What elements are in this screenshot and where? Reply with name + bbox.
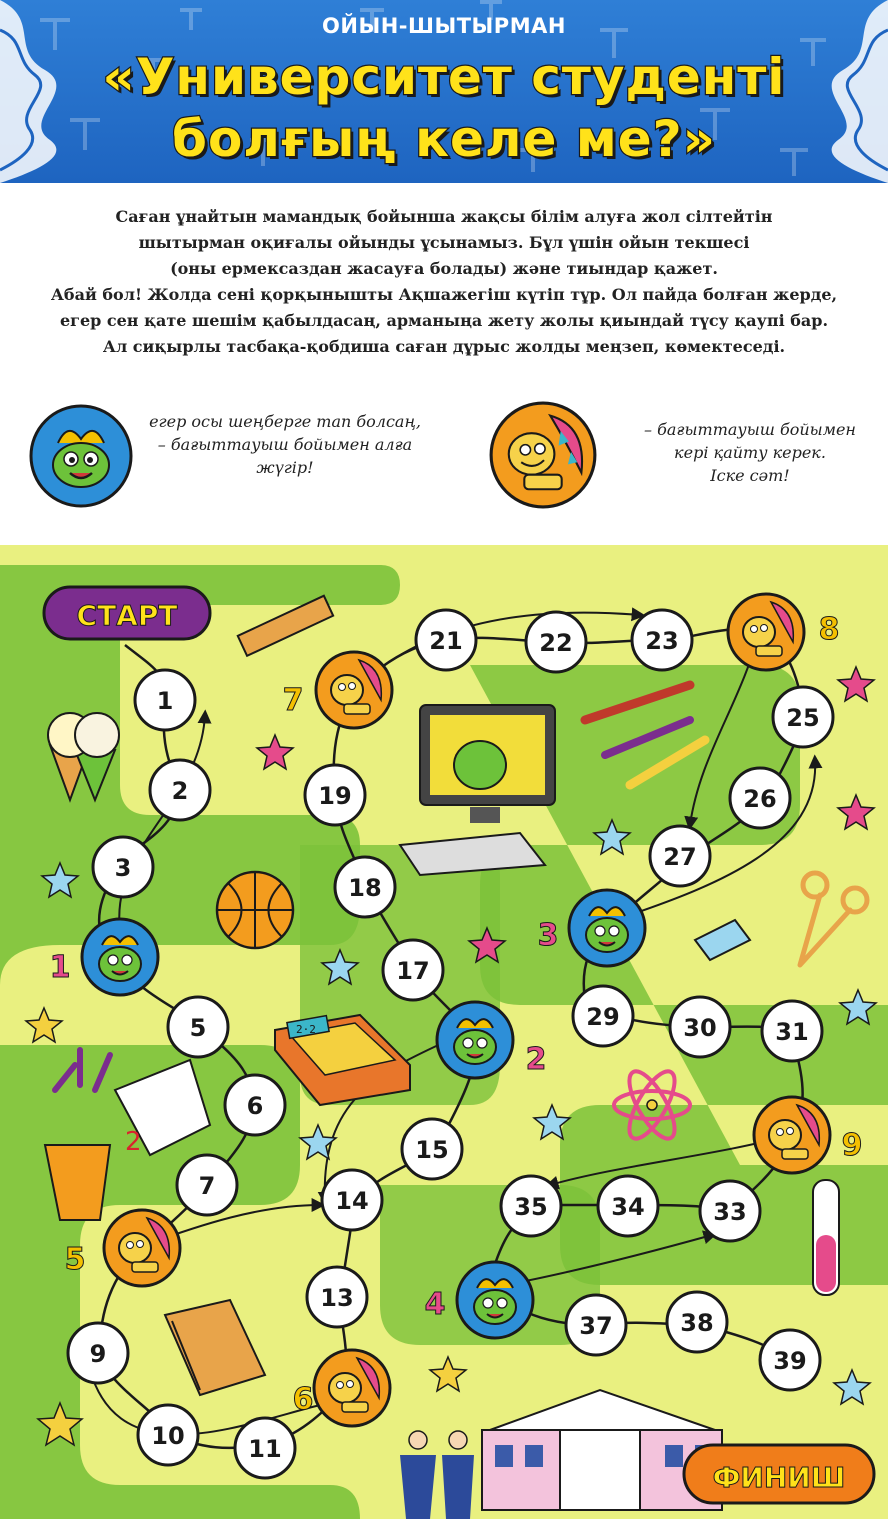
board-cell[interactable] — [650, 826, 710, 886]
cell-number: 27 — [663, 843, 697, 871]
board-cell[interactable] — [566, 1295, 626, 1355]
board-cell[interactable] — [335, 857, 395, 917]
intro-line: егер сен қате шешім қабылдасаң, арманыңа жету жолы қиындай түсу қаупі бар. — [59, 311, 829, 330]
test-tube-icon — [813, 1180, 839, 1295]
legend-line: – бағыттауыш бойымен — [644, 420, 856, 439]
board-cell[interactable] — [700, 1181, 760, 1241]
cell-number: 26 — [743, 785, 777, 813]
board-cell[interactable] — [632, 610, 692, 670]
cell-number: 35 — [514, 1193, 548, 1221]
cell-number: 2 — [171, 777, 189, 805]
green-monster-icon[interactable] — [437, 1002, 513, 1078]
board-cell[interactable] — [670, 997, 730, 1057]
legend-forward-text — [140, 410, 430, 479]
board-cell[interactable] — [322, 1170, 382, 1230]
board-cell[interactable] — [138, 1405, 198, 1465]
board-cell[interactable] — [383, 940, 443, 1000]
green-monster-icon[interactable] — [569, 890, 645, 966]
start-badge[interactable] — [44, 587, 210, 639]
turtle-number-label: 8 — [818, 612, 840, 647]
cell-number: 11 — [248, 1435, 282, 1463]
cell-number: 37 — [579, 1312, 613, 1340]
board-svg — [0, 545, 888, 1519]
legend-line: егер осы шеңберге тап болсаң, — [149, 412, 421, 431]
header-kicker: ОЙЫН-ШЫТЫРМАН — [322, 14, 566, 38]
cell-number: 18 — [348, 874, 382, 902]
board-cell[interactable] — [135, 670, 195, 730]
board-cell[interactable] — [402, 1119, 462, 1179]
cell-number: 33 — [713, 1198, 747, 1226]
turtle-number-label: 6 — [292, 1382, 314, 1417]
cell-number: 23 — [645, 627, 679, 655]
cell-number: 15 — [415, 1136, 449, 1164]
cell-number: 31 — [775, 1018, 809, 1046]
cell-number: 29 — [586, 1003, 620, 1031]
legend-line: – бағыттауыш бойымен алға — [157, 435, 413, 454]
board-cell[interactable] — [225, 1075, 285, 1135]
header-banner — [0, 0, 888, 183]
cell-number: 25 — [786, 704, 820, 732]
intro-line: (оны ермексаздан жасауға болады) және тиындар қажет. — [170, 259, 718, 278]
cell-number: 1 — [156, 687, 174, 715]
cell-number: 7 — [198, 1172, 216, 1200]
turtle-number-label: 7 — [282, 683, 304, 718]
intro-line: Абай бол! Жолда сені қорқынышты Ақшажегіш күтіп тұр. Ол пайда болған жерде, — [50, 285, 838, 304]
start-label: СТАРТ — [76, 599, 178, 632]
monster-number-label: 1 — [49, 950, 71, 985]
calculator-display: 2·2 — [296, 1023, 316, 1036]
computer-icon — [400, 705, 555, 875]
green-monster-icon — [28, 403, 134, 509]
turtle-box-icon[interactable] — [754, 1097, 830, 1173]
cell-number: 17 — [396, 957, 430, 985]
board-cell[interactable] — [416, 610, 476, 670]
board-cell[interactable] — [307, 1267, 367, 1327]
cell-number: 10 — [151, 1422, 185, 1450]
turtle-box-icon[interactable] — [728, 594, 804, 670]
cell-number: 19 — [318, 782, 352, 810]
board-cell[interactable] — [68, 1323, 128, 1383]
cell-number: 34 — [611, 1193, 645, 1221]
turtle-box-icon[interactable] — [314, 1350, 390, 1426]
monster-number-label: 4 — [424, 1287, 446, 1322]
cell-number: 22 — [539, 629, 573, 657]
cell-number: 5 — [189, 1014, 207, 1042]
cell-number: 14 — [335, 1187, 369, 1215]
notebook-mark: 2 — [125, 1127, 142, 1157]
intro-line: Ал сиқырлы тасбақа-қобдиша саған дұрыс жолды меңзеп, көмектеседі. — [102, 337, 786, 356]
board-cell[interactable] — [730, 768, 790, 828]
board-cell[interactable] — [526, 612, 586, 672]
turtle-box-icon[interactable] — [104, 1210, 180, 1286]
intro-line: Саған ұнайтын мамандық бойынша жақсы білім алуға жол сілтейтін — [115, 207, 773, 226]
board-cell[interactable] — [762, 1001, 822, 1061]
legend-line: жүгір! — [256, 458, 314, 477]
board-cell[interactable] — [168, 997, 228, 1057]
monster-number-label: 3 — [537, 918, 559, 953]
turtle-number-label: 5 — [64, 1242, 86, 1277]
green-monster-icon[interactable] — [457, 1262, 533, 1338]
board-cell[interactable] — [177, 1155, 237, 1215]
finish-label: ФИНИШ — [712, 1461, 846, 1494]
cell-number: 39 — [773, 1347, 807, 1375]
green-monster-icon[interactable] — [82, 919, 158, 995]
board-cell[interactable] — [598, 1176, 658, 1236]
board-cell[interactable] — [667, 1292, 727, 1352]
page-title — [0, 46, 888, 170]
cell-number: 38 — [680, 1309, 714, 1337]
board-cell[interactable] — [235, 1418, 295, 1478]
legend-line: кері қайту керек. — [674, 443, 826, 462]
finish-badge[interactable] — [684, 1445, 874, 1503]
legend-back-text — [620, 418, 880, 487]
cell-number: 6 — [246, 1092, 264, 1120]
board-cell[interactable] — [501, 1176, 561, 1236]
board-cell[interactable] — [573, 986, 633, 1046]
game-board — [0, 545, 888, 1519]
basketball-lines — [217, 872, 293, 948]
title-line-1: «Университет студенті — [102, 48, 786, 106]
turtle-box-icon[interactable] — [316, 652, 392, 728]
intro-line: шытырман оқиғалы ойынды ұсынамыз. Бұл үшін ойын текшесі — [138, 233, 750, 252]
board-cell[interactable] — [150, 760, 210, 820]
board-cell[interactable] — [760, 1330, 820, 1390]
cell-number: 13 — [320, 1284, 354, 1312]
cell-number: 3 — [114, 854, 132, 882]
monster-number-label: 2 — [525, 1042, 547, 1077]
cell-number: 21 — [429, 627, 463, 655]
board-cell[interactable] — [93, 837, 153, 897]
board-cell[interactable] — [773, 687, 833, 747]
title-line-2: болғың келе ме?» — [172, 110, 716, 168]
legend-line: Іске сәт! — [710, 466, 790, 485]
turtle-number-label: 9 — [841, 1128, 863, 1163]
cell-number: 30 — [683, 1014, 717, 1042]
board-cell[interactable] — [305, 765, 365, 825]
intro-text — [40, 204, 848, 360]
turtle-box-icon — [488, 400, 598, 510]
cell-number: 9 — [89, 1340, 107, 1368]
